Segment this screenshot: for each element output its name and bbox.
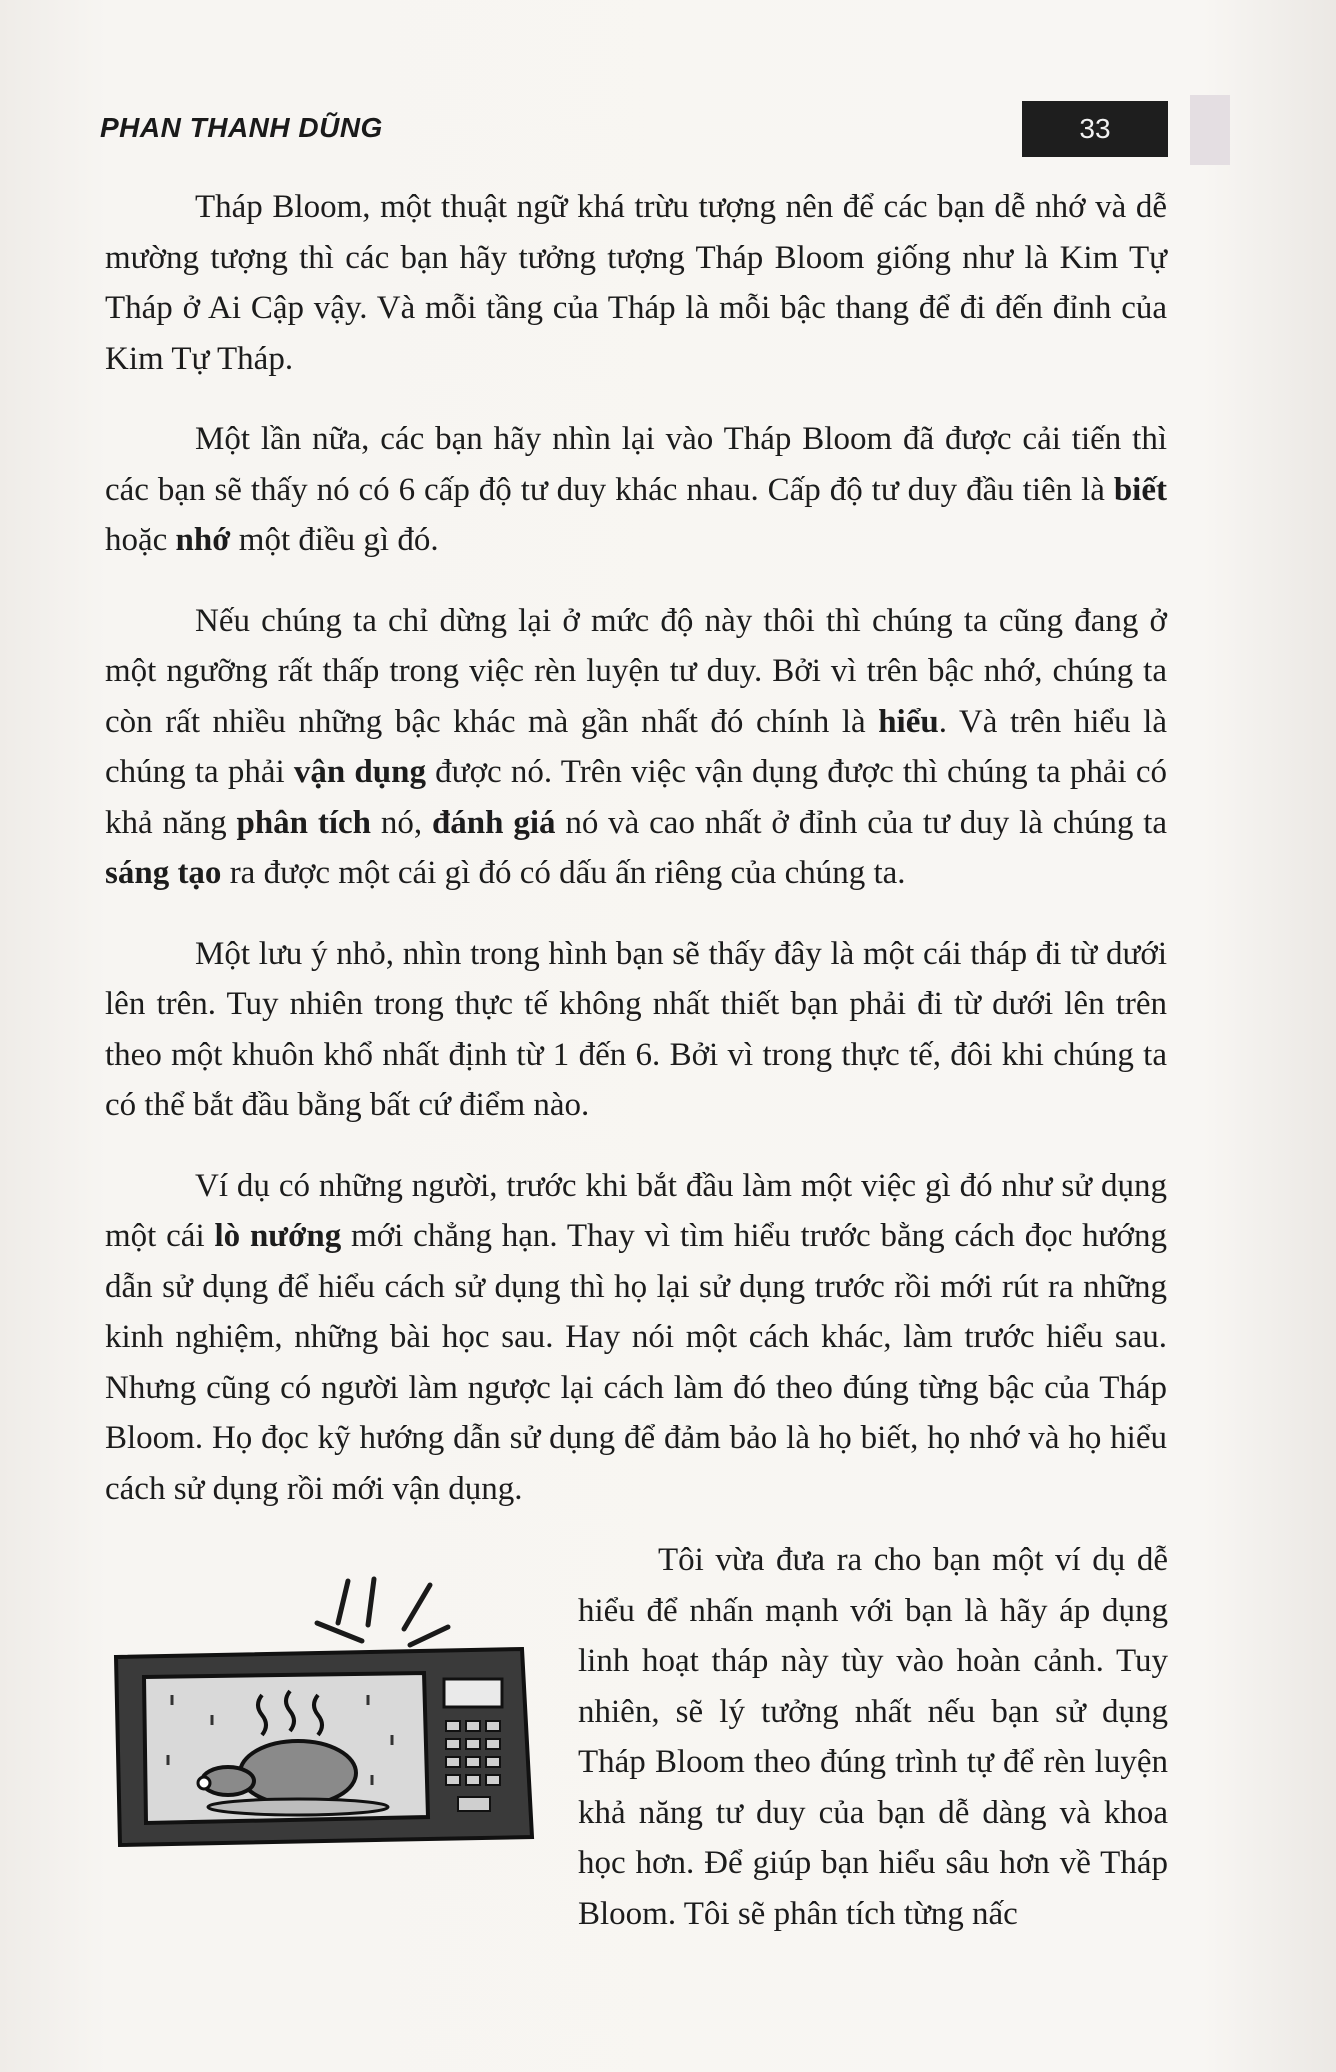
ding-lines-icon bbox=[317, 1579, 448, 1645]
term-hieu: hiểu bbox=[878, 703, 939, 740]
side-text bbox=[578, 1535, 1168, 1939]
running-header-author: PHAN THANH DŨNG bbox=[100, 112, 383, 143]
term-biet: biết bbox=[1113, 471, 1167, 508]
paragraph-3: Nếu chúng ta chỉ dừng lại ở mức độ này thôi thì chúng ta cũng đang ở một ngưỡng rất thấp trong việc rèn luyện tư duy. Bởi vì trên bậc nhớ, chúng ta còn rất nhiều những bậc khác mà gần nhất đó chính là hiểu. Và trên hiểu là chúng ta phải vận dụng được nó. Trên việc vận dụng được thì chúng ta phải có khả năng phân tích nó, đánh giá nó và cao nhất ở đỉnh của tư duy là chúng ta sáng tạo ra được một cái gì đó có dấu ấn riêng của chúng ta. bbox=[105, 602, 1168, 891]
paragraph-4: Một lưu ý nhỏ, nhìn trong hình bạn sẽ thấy đây là một cái tháp đi từ dưới lên trên. Tuy nhiên trong thực tế không nhất thiết bạn phải đi từ dưới lên trên theo một khuôn khổ nhất định từ 1 đến 6. Bởi vì trong thực tế, đôi khi chúng ta có thể bắt đầu bằng bất cứ điểm nào. bbox=[105, 935, 1167, 1123]
term-lo-nuong: lò nướng bbox=[214, 1218, 342, 1254]
paragraph-1: Tháp Bloom, một thuật ngữ khá trừu tượng nên để các bạn dễ nhớ và dễ mường tượng thì các bạn hãy tưởng tượng Tháp Bloom giống như là Kim Tự Tháp ở Ai Cập vậy. Và mỗi tầng của Tháp là mỗi bậc thang để đi đến đỉnh của Kim Tự Tháp. bbox=[105, 189, 1167, 377]
term-danh-gia: đánh giá bbox=[431, 804, 556, 841]
term-sang-tao: sáng tạo bbox=[105, 855, 222, 891]
term-phan-tich: phân tích bbox=[236, 804, 372, 841]
page-number: 33 bbox=[1022, 101, 1168, 157]
term-nho: nhớ bbox=[175, 522, 231, 558]
microwave-display bbox=[444, 1679, 502, 1707]
microwave-illustration bbox=[112, 1545, 542, 1850]
page-edge-tab bbox=[1190, 95, 1230, 165]
term-van-dung: vận dụng bbox=[293, 754, 426, 790]
paragraph-5: Ví dụ có những người, trước khi bắt đầu làm một việc gì đó như sử dụng một cái lò nướng mới chẳng hạn. Thay vì tìm hiểu trước bằng cách đọc hướng dẫn sử dụng để hiểu cách sử dụng thì họ lại sử dụng trước rồi mới rút ra những kinh nghiệm, những bài học sau. Hay nói một cách khác, làm trước hiểu sau. Nhưng cũng có người làm ngược lại cách làm đó theo đúng từng bậc của Tháp Bloom. Họ đọc kỹ hướng dẫn sử dụng để đảm bảo là họ biết, họ nhớ và họ hiểu cách sử dụng rồi mới vận dụng. bbox=[105, 1167, 1167, 1507]
paragraph-6: Tôi vừa đưa ra cho bạn một ví dụ dễ hiểu để nhấn mạnh với bạn là hãy áp dụng linh hoạt tháp này tùy vào hoàn cảnh. Tuy nhiên, sẽ lý tưởng nhất nếu bạn sử dụng Tháp Bloom theo đúng trình tự để rèn luyện khả năng tư duy của bạn dễ dàng và khoa học hơn. Để giúp bạn hiểu sâu hơn về Tháp Bloom. Tôi sẽ phân tích từng nấc bbox=[578, 1542, 1168, 1932]
paragraph-2: Một lần nữa, các bạn hãy nhìn lại vào Tháp Bloom đã được cải tiến thì các bạn sẽ thấy nó có 6 cấp độ tư duy khác nhau. Cấp độ tư duy đầu tiên là biết hoặc nhớ một điều gì đó. bbox=[105, 421, 1167, 558]
main-text bbox=[105, 182, 1167, 1544]
